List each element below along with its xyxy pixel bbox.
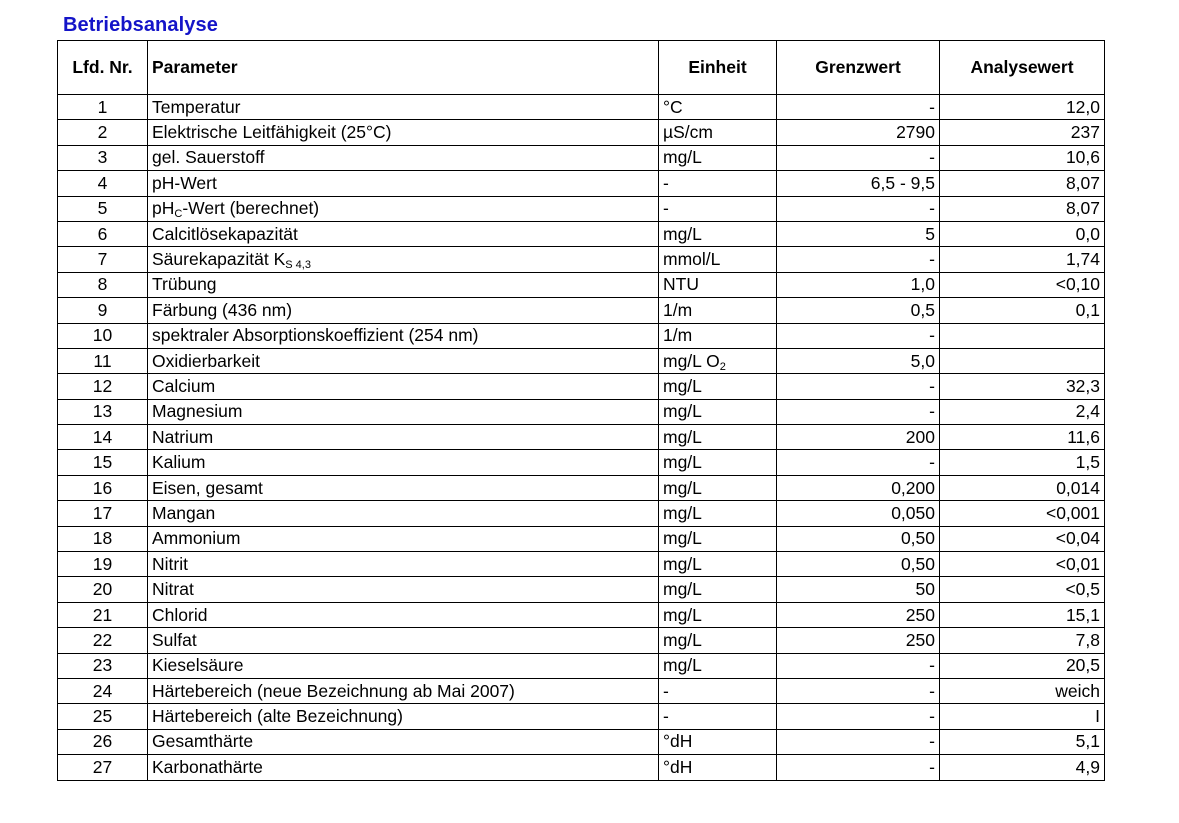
row-number: 19 [58, 552, 148, 577]
parameter-cell: Temperatur [148, 95, 659, 120]
parameter-subscript: S 4,3 [285, 259, 311, 272]
parameter-cell: Härtebereich (alte Bezeichnung) [148, 704, 659, 729]
row-number: 17 [58, 501, 148, 526]
table-row [58, 526, 1105, 551]
limit-cell: - [777, 145, 940, 170]
unit-cell: °C [659, 95, 777, 120]
unit-cell: mg/L [659, 501, 777, 526]
row-number: 7 [58, 247, 148, 272]
row-number: 25 [58, 704, 148, 729]
table-row [58, 450, 1105, 475]
header-row [58, 41, 1105, 95]
table-row [58, 678, 1105, 703]
analysis-table [57, 40, 1105, 781]
limit-cell: 5 [777, 221, 940, 246]
parameter-cell: Gesamthärte [148, 729, 659, 754]
value-cell [940, 323, 1105, 348]
parameter-cell: Nitrat [148, 577, 659, 602]
value-cell: 4,9 [940, 755, 1105, 780]
table-row [58, 628, 1105, 653]
unit-cell: mg/L [659, 221, 777, 246]
table-row [58, 120, 1105, 145]
parameter-cell: Magnesium [148, 399, 659, 424]
limit-cell: - [777, 374, 940, 399]
unit-cell: mg/L [659, 602, 777, 627]
parameter-cell: Elektrische Leitfähigkeit (25°C) [148, 120, 659, 145]
parameter-cell: Oxidierbarkeit [148, 348, 659, 373]
row-number: 24 [58, 678, 148, 703]
limit-cell: 6,5 - 9,5 [777, 171, 940, 196]
table-row [58, 171, 1105, 196]
limit-cell: 0,5 [777, 298, 940, 323]
table-row [58, 729, 1105, 754]
table-row [58, 704, 1105, 729]
parameter-cell: Trübung [148, 272, 659, 297]
parameter-cell: Mangan [148, 501, 659, 526]
unit-cell: 1/m [659, 298, 777, 323]
parameter-subscript: C [174, 208, 183, 221]
value-cell: 5,1 [940, 729, 1105, 754]
limit-cell: 200 [777, 425, 940, 450]
limit-cell: 2790 [777, 120, 940, 145]
parameter-cell: spektraler Absorptionskoeffizient (254 nm) [148, 323, 659, 348]
value-cell: 15,1 [940, 602, 1105, 627]
unit-cell: - [659, 704, 777, 729]
value-cell: 7,8 [940, 628, 1105, 653]
row-number: 14 [58, 425, 148, 450]
limit-cell: - [777, 323, 940, 348]
limit-cell: - [777, 755, 940, 780]
parameter-cell: Eisen, gesamt [148, 475, 659, 500]
parameter-cell: gel. Sauerstoff [148, 145, 659, 170]
parameter-cell: Kalium [148, 450, 659, 475]
parameter-cell: Calcium [148, 374, 659, 399]
value-cell: 0,014 [940, 475, 1105, 500]
row-number: 27 [58, 755, 148, 780]
row-number: 5 [58, 196, 148, 221]
unit-cell: mg/L [659, 653, 777, 678]
value-cell: <0,5 [940, 577, 1105, 602]
unit-cell: mg/L [659, 577, 777, 602]
table-body [58, 95, 1105, 781]
limit-cell: 50 [777, 577, 940, 602]
value-cell: 20,5 [940, 653, 1105, 678]
table-row [58, 577, 1105, 602]
unit-cell: mmol/L [659, 247, 777, 272]
unit-cell: mg/L [659, 374, 777, 399]
value-cell: <0,001 [940, 501, 1105, 526]
limit-cell: - [777, 196, 940, 221]
value-cell: 8,07 [940, 171, 1105, 196]
value-cell: 0,1 [940, 298, 1105, 323]
parameter-cell: Härtebereich (neue Bezeichnung ab Mai 2007) [148, 678, 659, 703]
value-cell: weich [940, 678, 1105, 703]
unit-cell: NTU [659, 272, 777, 297]
table-row [58, 602, 1105, 627]
unit-cell: - [659, 171, 777, 196]
limit-cell: - [777, 399, 940, 424]
parameter-cell [148, 247, 659, 272]
unit-cell: 1/m [659, 323, 777, 348]
value-cell: 1,74 [940, 247, 1105, 272]
unit-cell: mg/L [659, 145, 777, 170]
row-number: 13 [58, 399, 148, 424]
limit-cell: - [777, 247, 940, 272]
limit-cell: 250 [777, 628, 940, 653]
row-number: 1 [58, 95, 148, 120]
unit-cell: °dH [659, 729, 777, 754]
row-number: 21 [58, 602, 148, 627]
value-cell: 8,07 [940, 196, 1105, 221]
table-row [58, 348, 1105, 373]
limit-cell: - [777, 653, 940, 678]
limit-cell: - [777, 729, 940, 754]
parameter-cell [148, 196, 659, 221]
unit-cell: mg/L [659, 628, 777, 653]
unit-cell: mg/L [659, 450, 777, 475]
limit-cell: 0,200 [777, 475, 940, 500]
unit-cell: - [659, 678, 777, 703]
unit-cell: µS/cm [659, 120, 777, 145]
table-row [58, 653, 1105, 678]
page-title: Betriebsanalyse [63, 14, 218, 36]
row-number: 3 [58, 145, 148, 170]
limit-cell: - [777, 450, 940, 475]
value-cell: <0,10 [940, 272, 1105, 297]
row-number: 8 [58, 272, 148, 297]
unit-cell: mg/L [659, 475, 777, 500]
table-row [58, 425, 1105, 450]
header-limit: Grenzwert [777, 41, 940, 95]
value-cell: 1,5 [940, 450, 1105, 475]
unit-subscript: 2 [719, 360, 726, 373]
table-row [58, 95, 1105, 120]
row-number: 9 [58, 298, 148, 323]
table-row [58, 399, 1105, 424]
parameter-cell: Nitrit [148, 552, 659, 577]
header-value: Analysewert [940, 41, 1105, 95]
row-number: 4 [58, 171, 148, 196]
parameter-cell: Calcitlösekapazität [148, 221, 659, 246]
value-cell: 32,3 [940, 374, 1105, 399]
value-cell: I [940, 704, 1105, 729]
unit-cell: mg/L [659, 552, 777, 577]
value-cell: 10,6 [940, 145, 1105, 170]
unit-cell: °dH [659, 755, 777, 780]
limit-cell: 0,50 [777, 552, 940, 577]
value-cell [940, 348, 1105, 373]
row-number: 10 [58, 323, 148, 348]
table-row [58, 552, 1105, 577]
value-cell: 11,6 [940, 425, 1105, 450]
parameter-cell: Chlorid [148, 602, 659, 627]
row-number: 18 [58, 526, 148, 551]
header-unit: Einheit [659, 41, 777, 95]
table-row [58, 475, 1105, 500]
value-cell: 12,0 [940, 95, 1105, 120]
row-number: 11 [58, 348, 148, 373]
row-number: 26 [58, 729, 148, 754]
value-cell: 0,0 [940, 221, 1105, 246]
header-parameter: Parameter [148, 41, 659, 95]
limit-cell: 0,050 [777, 501, 940, 526]
unit-text: mg/L O [663, 350, 720, 371]
table-row [58, 145, 1105, 170]
parameter-cell: pH-Wert [148, 171, 659, 196]
parameter-cell: Ammonium [148, 526, 659, 551]
table-row [58, 196, 1105, 221]
parameter-cell: Sulfat [148, 628, 659, 653]
limit-cell: 0,50 [777, 526, 940, 551]
parameter-cell: Natrium [148, 425, 659, 450]
unit-cell [659, 348, 777, 373]
parameter-cell: Karbonathärte [148, 755, 659, 780]
row-number: 15 [58, 450, 148, 475]
limit-cell: 250 [777, 602, 940, 627]
table-row [58, 755, 1105, 780]
table-row [58, 374, 1105, 399]
table-row [58, 501, 1105, 526]
value-cell: 2,4 [940, 399, 1105, 424]
row-number: 22 [58, 628, 148, 653]
parameter-cell: Färbung (436 nm) [148, 298, 659, 323]
table-row [58, 221, 1105, 246]
limit-cell: 5,0 [777, 348, 940, 373]
unit-cell: - [659, 196, 777, 221]
limit-cell: - [777, 678, 940, 703]
row-number: 23 [58, 653, 148, 678]
row-number: 12 [58, 374, 148, 399]
row-number: 16 [58, 475, 148, 500]
unit-cell: mg/L [659, 399, 777, 424]
parameter-cell: Kieselsäure [148, 653, 659, 678]
limit-cell: - [777, 95, 940, 120]
unit-cell: mg/L [659, 526, 777, 551]
parameter-text: Säurekapazität K [152, 249, 286, 270]
row-number: 2 [58, 120, 148, 145]
value-cell: <0,04 [940, 526, 1105, 551]
table-row [58, 323, 1105, 348]
table-row [58, 247, 1105, 272]
limit-cell: - [777, 704, 940, 729]
table-row [58, 272, 1105, 297]
row-number: 6 [58, 221, 148, 246]
limit-cell: 1,0 [777, 272, 940, 297]
row-number: 20 [58, 577, 148, 602]
table-row [58, 298, 1105, 323]
unit-cell: mg/L [659, 425, 777, 450]
parameter-text: pH [152, 198, 175, 219]
table-header [58, 41, 1105, 95]
header-nr: Lfd. Nr. [58, 41, 148, 95]
value-cell: <0,01 [940, 552, 1105, 577]
parameter-text-rest: -Wert (berechnet) [182, 198, 320, 219]
value-cell: 237 [940, 120, 1105, 145]
